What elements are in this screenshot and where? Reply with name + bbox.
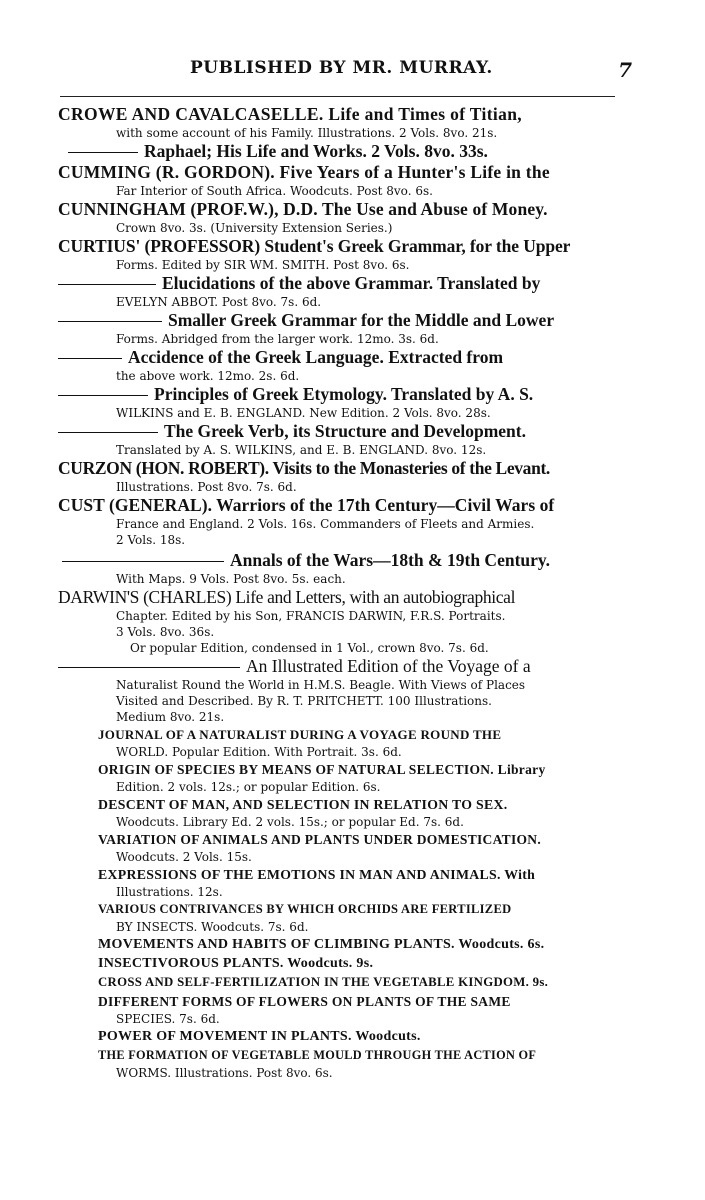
work-detail: WORMS. Illustrations. Post 8vo. 6s. [116,1066,333,1080]
page-number: 7 [618,58,632,82]
darwin-work [98,1046,623,1081]
header-rule [60,96,615,97]
catalogue-entry [58,104,623,141]
entry-heading: Smaller Greek Grammar for the Middle and Lower [168,310,555,330]
darwin-work [98,935,623,954]
work-title: DESCENT OF MAN, AND SELECTION IN RELATION TO SEX. [98,797,508,812]
ditto-dash [68,152,138,153]
entry-detail: Naturalist Round the World in H.M.S. Beagle. With Views of Places [116,678,526,692]
entry-detail: France and England. 2 Vols. 16s. Commanders of Fleets and Armies. [116,517,535,531]
work-detail: Edition. 2 vols. 12s.; or popular Edition. 6s. [116,780,381,794]
entry-heading: Elucidations of the above Grammar. Translated by [162,273,541,293]
entry-heading: CUMMING (R. GORDON). Five Years of a Hunter's Life in the [58,162,550,182]
entry-detail: 3 Vols. 8vo. 36s. [116,625,215,639]
entry-detail: Far Interior of South Africa. Woodcuts. Post 8vo. 6s. [116,184,433,198]
entry-detail: WILKINS and E. B. ENGLAND. New Edition. 2 Vols. 8vo. 28s. [116,406,491,420]
catalogue-entry [58,273,623,310]
catalogue-entry [58,199,623,236]
entry-heading: The Greek Verb, its Structure and Development. [164,421,526,441]
darwin-work [98,760,623,795]
work-title: CROSS AND SELF-FERTILIZATION IN THE VEGETABLE KINGDOM. 9s. [98,975,549,989]
darwin-works-list [58,725,623,1081]
darwin-work [98,1027,623,1046]
entry-detail: Or popular Edition, condensed in 1 Vol., crown 8vo. 7s. 6d. [130,641,489,655]
ditto-dash [62,561,224,562]
ditto-dash [58,358,122,359]
work-title: ORIGIN OF SPECIES BY MEANS OF NATURAL SELECTION. Library [98,762,546,777]
catalogue-entry [58,550,623,587]
entry-detail: Forms. Edited by SIR WM. SMITH. Post 8vo. 6s. [116,258,410,272]
entry-detail: EVELYN ABBOT. Post 8vo. 7s. 6d. [116,295,322,309]
work-detail: BY INSECTS. Woodcuts. 7s. 6d. [116,920,309,934]
catalogue-entry [58,384,623,421]
entry-heading: CROWE AND CAVALCASELLE. Life and Times of Titian, [58,104,522,124]
work-detail: WORLD. Popular Edition. With Portrait. 3s. 6d. [116,745,402,759]
entry-detail: With Maps. 9 Vols. Post 8vo. 5s. each. [116,572,346,586]
entry-detail: Translated by A. S. WILKINS, and E. B. ENGLAND. 8vo. 12s. [116,443,487,457]
entry-heading: Annals of the Wars—18th & 19th Century. [230,550,551,570]
work-title: VARIOUS CONTRIVANCES BY WHICH ORCHIDS ARE FERTILIZED [98,902,512,916]
catalogue-entry [58,421,623,458]
work-title: THE FORMATION OF VEGETABLE MOULD THROUGH THE ACTION OF [98,1048,537,1062]
entry-detail: Crown 8vo. 3s. (University Extension Series.) [116,221,393,235]
darwin-work [98,865,623,900]
ditto-dash [58,321,162,322]
darwin-work [98,795,623,830]
work-title: MOVEMENTS AND HABITS OF CLIMBING PLANTS. Woodcuts. 6s. [98,937,545,952]
work-detail: Woodcuts. Library Ed. 2 vols. 15s.; or popular Ed. 7s. 6d. [116,815,464,829]
entry-heading: CUST (GENERAL). Warriors of the 17th Century—Civil Wars of [58,495,555,515]
work-detail: Illustrations. 12s. [116,885,223,899]
catalogue-entry [58,162,623,199]
ditto-dash [58,667,240,668]
entry-heading: CURTIUS' (PROFESSOR) Student's Greek Grammar, for the Upper [58,236,571,256]
work-title: INSECTIVOROUS PLANTS. Woodcuts. 9s. [98,956,374,971]
entry-detail: Visited and Described. By R. T. PRITCHETT. 100 Illustrations. [116,694,492,708]
darwin-work [98,992,623,1027]
entry-detail: the above work. 12mo. 2s. 6d. [116,369,300,383]
work-detail: Woodcuts. 2 Vols. 15s. [116,850,252,864]
darwin-work [98,954,623,973]
entry-detail: Illustrations. Post 8vo. 7s. 6d. [116,480,297,494]
darwin-work [98,900,623,935]
running-head: PUBLISHED BY MR. MURRAY. [190,58,493,78]
catalogue-entry [58,458,623,495]
entry-heading: An Illustrated Edition of the Voyage of a [246,656,531,676]
entry-detail: Forms. Abridged from the larger work. 12mo. 3s. 6d. [116,332,439,346]
work-title: VARIATION OF ANIMALS AND PLANTS UNDER DOMESTICATION. [98,832,542,847]
entry-heading: CURZON (HON. ROBERT). Visits to the Monasteries of the Levant. [58,458,550,478]
entry-heading: DARWIN'S (CHARLES) Life and Letters, with an autobiographical [58,587,516,607]
darwin-work [98,725,623,760]
catalogue-entry [58,587,623,656]
catalogue-entry [58,347,623,384]
catalogue-list [58,104,623,1081]
ditto-dash [58,284,156,285]
entry-detail: Chapter. Edited by his Son, FRANCIS DARWIN, F.R.S. Portraits. [116,609,506,623]
work-title: JOURNAL OF A NATURALIST DURING A VOYAGE ROUND THE [98,727,502,742]
entry-heading: CUNNINGHAM (PROF.W.), D.D. The Use and Abuse of Money. [58,199,548,219]
work-title: DIFFERENT FORMS OF FLOWERS ON PLANTS OF THE SAME [98,994,511,1009]
catalogue-entry [58,656,623,725]
entry-heading: Accidence of the Greek Language. Extracted from [128,347,504,367]
darwin-work [98,830,623,865]
entry-detail: 2 Vols. 18s. [116,533,186,547]
ditto-dash [58,395,148,396]
catalogue-entry [58,495,623,548]
page-header [60,58,632,84]
entry-heading: Principles of Greek Etymology. Translated by A. S. [154,384,534,404]
darwin-work [98,973,623,992]
entry-heading: Raphael; His Life and Works. 2 Vols. 8vo. 33s. [144,141,488,161]
entry-detail: Medium 8vo. 21s. [116,710,225,724]
work-title: EXPRESSIONS OF THE EMOTIONS IN MAN AND ANIMALS. With [98,867,536,882]
entry-detail: with some account of his Family. Illustrations. 2 Vols. 8vo. 21s. [116,126,498,140]
ditto-dash [58,432,158,433]
catalogue-entry [58,141,623,162]
work-detail: SPECIES. 7s. 6d. [116,1012,220,1026]
work-title: POWER OF MOVEMENT IN PLANTS. Woodcuts. [98,1029,421,1044]
catalogue-entry [58,310,623,347]
catalogue-entry [58,236,623,273]
